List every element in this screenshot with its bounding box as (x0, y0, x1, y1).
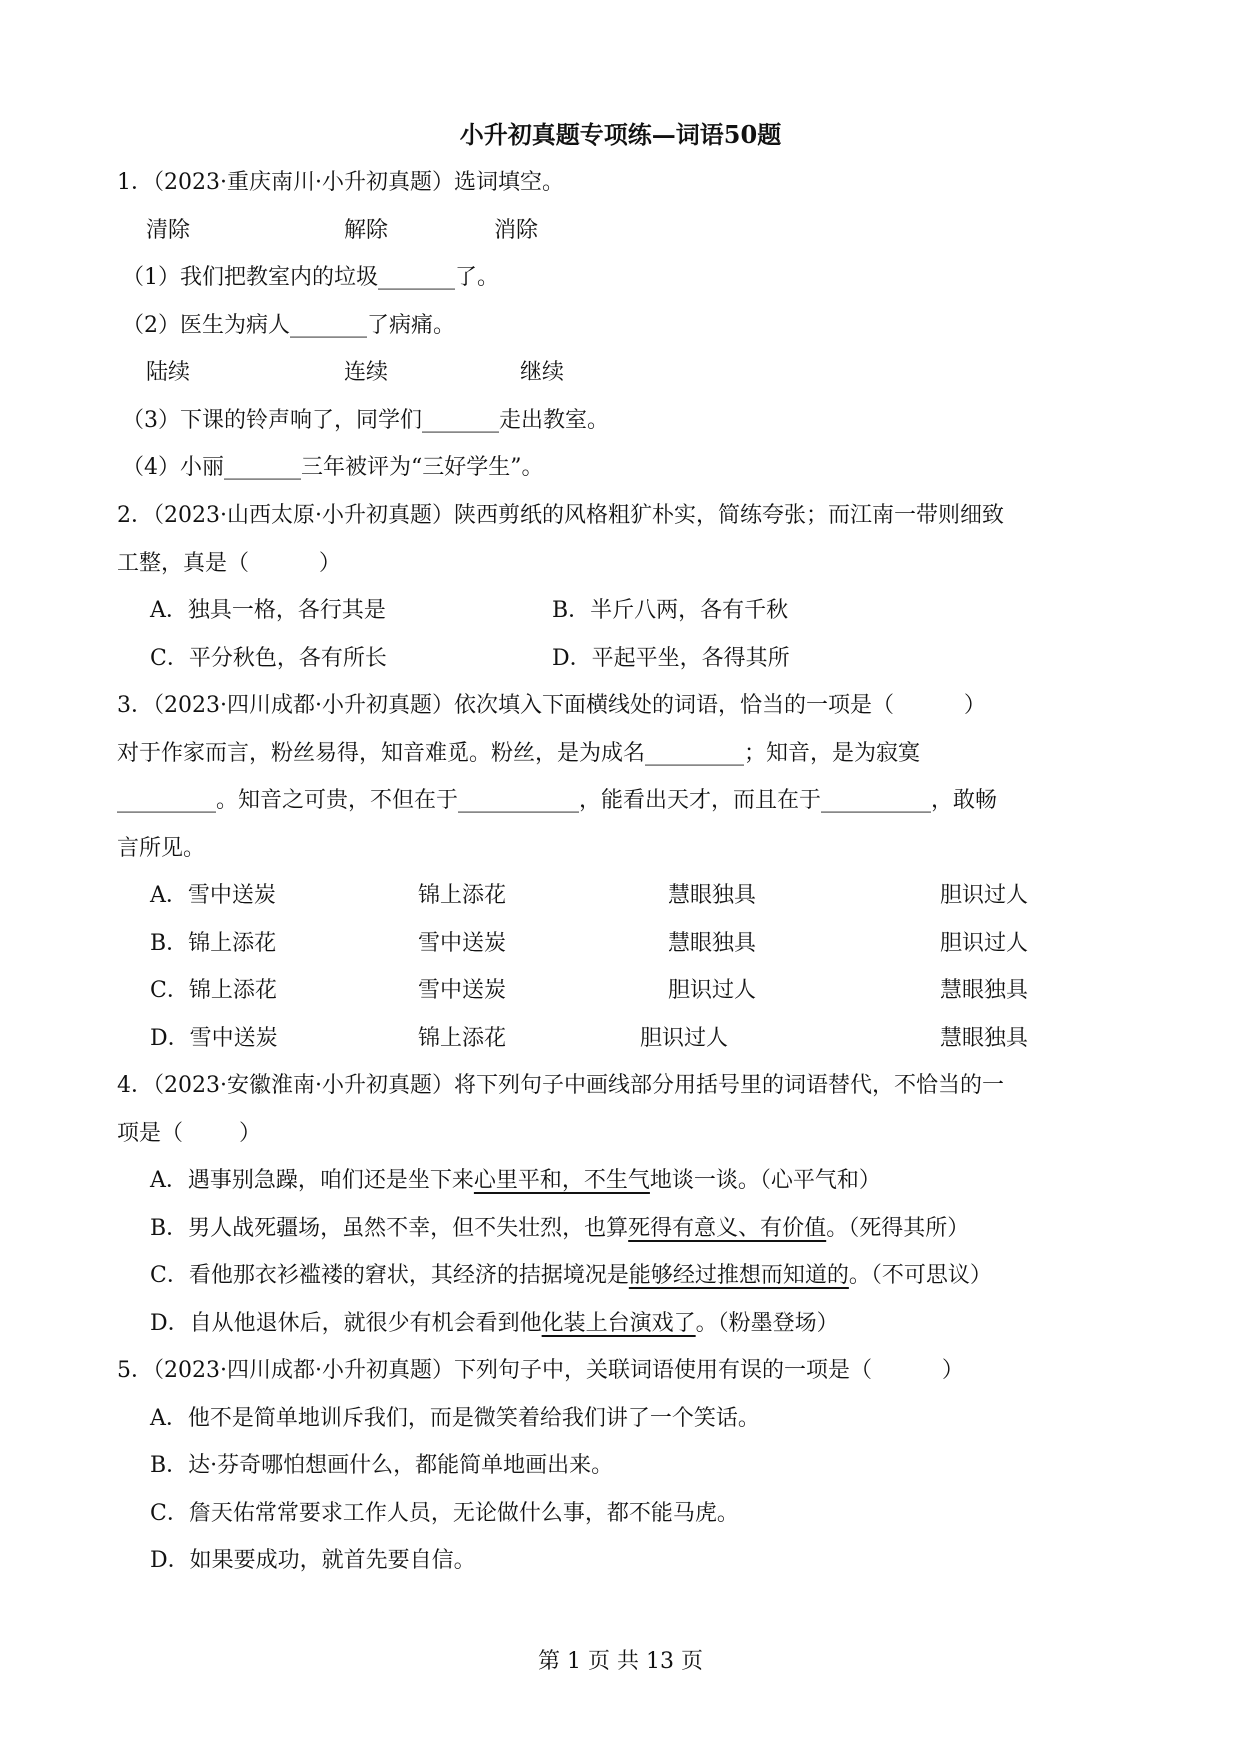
underlined-phrase: 化装上台演戏了 (541, 1311, 696, 1336)
underlined-phrase: 心里平和，不生气 (473, 1168, 650, 1193)
word-choice: 陆续 (146, 360, 191, 385)
word-choice: 解除 (344, 218, 389, 243)
option-text: A．遇事别急躁，咱们还是坐下来 (150, 1168, 474, 1193)
option-d (150, 1309, 839, 1339)
underlined-phrase: 死得有意义、有价值 (628, 1216, 827, 1241)
option-text: 。（不可思议） (848, 1263, 992, 1288)
option-word: 慧眼独具 (668, 931, 757, 956)
question-4-stem: 项是（ ） (117, 1121, 261, 1146)
option-word: 胆识过人 (940, 883, 1029, 908)
option-text: 地谈一谈。（心平气和） (649, 1168, 881, 1193)
fill-item: （3）下课的铃声响了，同学们_______走出教室。 (122, 408, 609, 433)
option-word: 胆识过人 (940, 931, 1029, 956)
page-title: 小升初真题专项练—词语50题 (459, 120, 782, 149)
underlined-phrase: 能够经过推想而知道的 (628, 1263, 849, 1288)
passage-line: 对于作家而言，粉丝易得，知音难觅。粉丝，是为成名_________；知音，是为寂寞 (117, 741, 921, 766)
option-text: B．男人战死疆场，虽然不幸，但不失壮烈，也算 (150, 1216, 629, 1241)
option-d: D．如果要成功，就首先要自信。 (150, 1548, 476, 1573)
question-2-stem: 2．（2023·山西太原·小升初真题）陕西剪纸的风格粗犷朴实，简练夸张；而江南一带则细致 (117, 503, 1004, 528)
question-3-stem: 3．（2023·四川成都·小升初真题）依次填入下面横线处的词语，恰当的一项是（ ） (117, 693, 986, 718)
option-c (150, 1261, 992, 1291)
option-word: D．雪中送炭 (150, 1026, 278, 1051)
option-word: 慧眼独具 (940, 978, 1029, 1003)
question-2-stem: 工整，真是（ ） (117, 551, 341, 576)
option-c: C．詹天佑常常要求工作人员，无论做什么事，都不能马虎。 (150, 1501, 739, 1526)
option-word: 雪中送炭 (418, 931, 507, 956)
option-b: B．达·芬奇哪怕想画什么，都能简单地画出来。 (150, 1453, 614, 1478)
page-number: 第 1 页 共 13 页 (538, 1649, 703, 1674)
option-b (150, 1214, 969, 1244)
option-text: 。（死得其所） (826, 1216, 970, 1241)
question-4-stem: 4．（2023·安徽淮南·小升初真题）将下列句子中画线部分用括号里的词语替代，不恰当的一 (117, 1073, 1004, 1098)
fill-item: （1）我们把教室内的垃圾_______了。 (122, 265, 499, 290)
word-choice: 清除 (146, 218, 191, 243)
option-word: 锦上添花 (418, 1026, 507, 1051)
option-text: C．看他那衣衫褴褛的窘状，其经济的拮据境况是 (150, 1263, 629, 1288)
option-c: C．平分秋色，各有所长 (150, 646, 387, 671)
option-a (150, 1166, 881, 1196)
word-choice: 连续 (344, 360, 389, 385)
option-d: D．平起平坐，各得其所 (552, 646, 790, 671)
option-word: B．锦上添花 (150, 931, 277, 956)
option-word: C．锦上添花 (150, 978, 277, 1003)
option-word: 锦上添花 (418, 883, 507, 908)
fill-item: （2）医生为病人_______了病痛。 (122, 313, 455, 338)
fill-item: （4）小丽_______三年被评为“三好学生”。 (122, 455, 544, 480)
word-choice: 继续 (520, 360, 565, 385)
option-text: D．自从他退休后，就很少有机会看到他 (150, 1311, 542, 1336)
option-b: B．半斤八两，各有千秋 (552, 598, 789, 623)
question-1-stem: 1．（2023·重庆南川·小升初真题）选词填空。 (117, 170, 564, 195)
option-word: 慧眼独具 (668, 883, 757, 908)
option-word: 胆识过人 (640, 1026, 729, 1051)
option-word: 慧眼独具 (940, 1026, 1029, 1051)
option-a: A．他不是简单地训斥我们，而是微笑着给我们讲了一个笑话。 (150, 1406, 760, 1431)
question-5-stem: 5．（2023·四川成都·小升初真题）下列句子中，关联词语使用有误的一项是（ ） (117, 1358, 964, 1383)
option-a: A．独具一格，各行其是 (150, 598, 386, 623)
option-word: A．雪中送炭 (150, 883, 276, 908)
passage-line: _________。知音之可贵，不但在于___________，能看出天才，而且在于__________，敢畅 (117, 788, 998, 813)
word-choice: 消除 (494, 218, 539, 243)
option-word: 雪中送炭 (418, 978, 507, 1003)
passage-line: 言所见。 (117, 836, 206, 861)
option-text: 。（粉墨登场） (695, 1311, 839, 1336)
option-word: 胆识过人 (668, 978, 757, 1003)
